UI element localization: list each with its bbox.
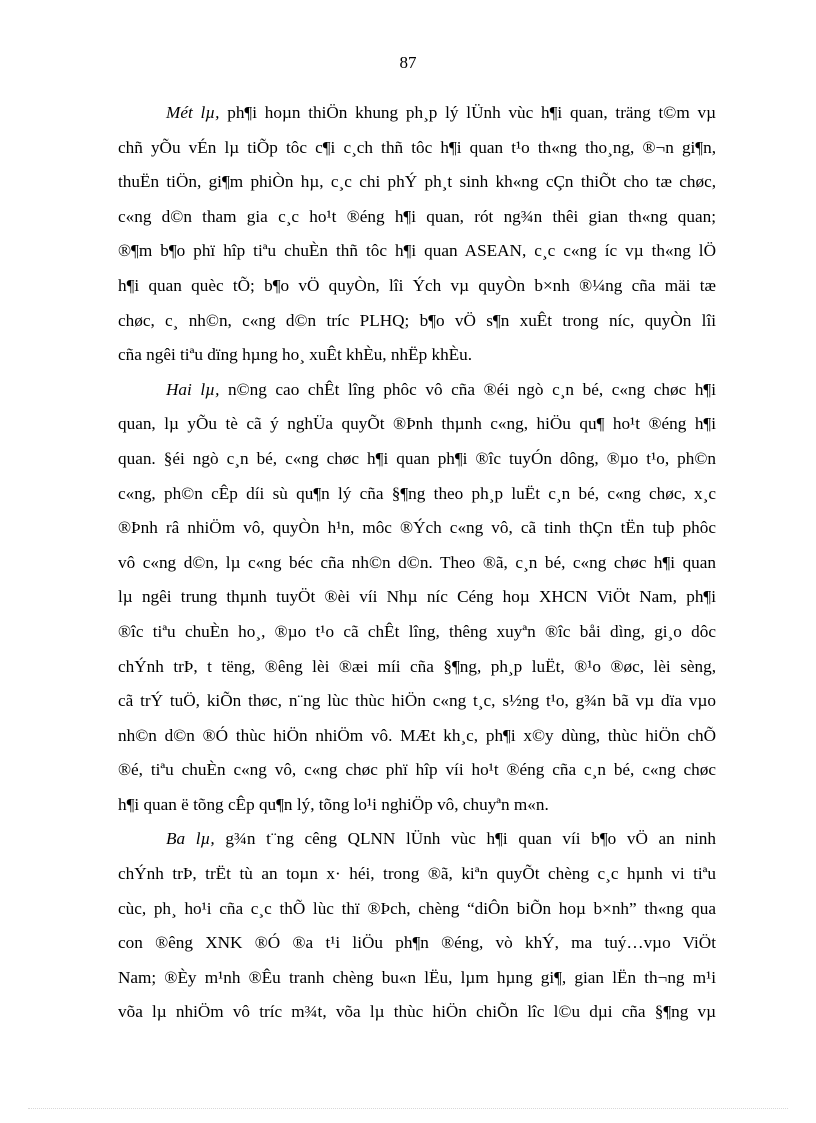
paragraph-2-lead: Hai lµ, xyxy=(166,379,220,399)
text-line: lµ ngêi trung thµnh tuyÖt ®èi víi Nhµ níc Céng hoµ XHCN ViÖt Nam, ph¶i xyxy=(118,587,716,607)
text-line: chÝnh trÞ, trËt tù an toµn x· héi, trong ®ã, kiªn quyÕt chèng c¸c hµnh vi tiªu xyxy=(118,864,716,884)
text-line: cã trÝ tuÖ, kiÕn thøc, n¨ng lùc thùc hiÖn c«ng t¸c, s½ng t¹o, g¾n bã vµ dïa vµo xyxy=(118,691,716,711)
text-line: ®îc tiªu chuÈn ho¸, ®µo t¹o cã chÊt lîng, thêng xuyªn ®îc båi dìng, gi¸o dôc xyxy=(118,621,716,641)
text-line: vô c«ng d©n, lµ c«ng béc cña nh©n d©n. Theo ®ã, c¸n bé, c«ng chøc h¶i quan xyxy=(118,552,716,572)
text-line: quan. §éi ngò c¸n bé, c«ng chøc h¶i quan ph¶i ®îc tuyÓn dông, ®µo t¹o, ph©n xyxy=(118,448,716,468)
text-line: chñ yÕu vÉn lµ tiÕp tôc c¶i c¸ch thñ tôc h¶i quan t¹o th«ng tho¸ng, ®¬n gi¶n, xyxy=(118,137,716,157)
text-line: cùc, ph¸ ho¹i cña c¸c thÕ lùc thï ®Þch, chèng “diÔn biÕn hoµ b×nh” th«ng qua xyxy=(118,898,716,918)
body-text xyxy=(118,96,716,1030)
text-line: n©ng cao chÊt lîng phôc vô cña ®éi ngò c¸n bé, c«ng chøc h¶i xyxy=(219,379,716,399)
text-line: quan, lµ yÕu tè cã ý nghÜa quyÕt ®Þnh thµnh c«ng, hiÖu qu¶ ho¹t ®éng h¶i xyxy=(118,414,716,434)
text-line: ph¶i hoµn thiÖn khung ph¸p lý lÜnh vùc h¶i quan, träng t©m vµ xyxy=(219,103,716,122)
text-line: cña ngêi tiªu dïng hµng ho¸ xuÊt khÈu, nhËp khÈu. xyxy=(118,345,473,365)
paragraph-1-lead: Mét lµ, xyxy=(166,103,220,122)
page-number: 87 xyxy=(399,53,417,72)
text-line: ®é, tiªu chuÈn c«ng vô, c«ng chøc phï hîp víi ho¹t ®éng cña c¸n bé, c«ng chøc xyxy=(118,760,716,780)
text-line: Nam; ®Èy m¹nh ®Êu tranh chèng bu«n lËu, lµm hµng gi¶, gian lËn th¬ng m¹i xyxy=(118,967,716,987)
text-line: g¾n t¨ng cêng QLNN lÜnh vùc h¶i quan víi b¶o vÖ an ninh xyxy=(214,829,716,849)
paragraph-3-line-1 xyxy=(118,822,716,857)
text-line: c«ng d©n tham gia c¸c ho¹t ®éng h¶i quan, rót ng¾n thêi gian th«ng quan; xyxy=(118,206,716,226)
text-line: h¶i quan quèc tÕ; b¶o vÖ quyÒn, lîi Ých vµ quyÒn b×nh ®¼ng cña mäi tæ xyxy=(118,275,716,295)
text-line: h¶i quan ë tõng cÊp qu¶n lý, tõng lo¹i nghiÖp vô, chuyªn m«n. xyxy=(118,794,549,814)
paragraph-2-line-1 xyxy=(118,373,716,408)
text-line: thuËn tiÖn, gi¶m phiÒn hµ, c¸c chi phÝ ph¸t sinh kh«ng cÇn thiÕt cho tæ chøc, xyxy=(118,172,716,192)
text-line: con ®êng XNK ®Ó ®a t¹i liÖu ph¶n ®éng, vò khÝ, ma tuý…vµo ViÖt xyxy=(118,933,716,953)
text-line: chøc, c¸ nh©n, c«ng d©n tríc PLHQ; b¶o vÖ s¶n xuÊt trong níc, quyÒn lîi xyxy=(118,310,716,330)
text-line: võa lµ nhiÖm vô tríc m¾t, võa lµ thùc hiÖn chiÕn lîc l©u dµi cña §¶ng vµ xyxy=(118,1002,716,1022)
paragraph-3-lead: Ba lµ, xyxy=(166,829,215,849)
text-line: ®¶m b¶o phï hîp tiªu chuÈn thñ tôc h¶i quan ASEAN, c¸c c«ng íc vµ th«ng lÖ xyxy=(118,241,716,261)
text-line: c«ng, ph©n cÊp díi sù qu¶n lý cña §¶ng theo ph¸p luËt c¸n bé, c«ng chøc, x¸c xyxy=(118,483,716,503)
page-bottom-divider xyxy=(28,1108,788,1109)
text-line: chÝnh trÞ, t tëng, ®êng lèi ®æi míi cña §¶ng, ph¸p luËt, ®¹o ®øc, lèi sèng, xyxy=(118,656,716,676)
text-line: ®Þnh râ nhiÖm vô, quyÒn h¹n, môc ®Ých c«ng vô, cã tinh thÇn tËn tuþ phôc xyxy=(118,518,716,538)
paragraph-1-line-1 xyxy=(118,96,716,131)
text-line: nh©n d©n ®Ó thùc hiÖn nhiÖm vô. MÆt kh¸c, ph¶i x©y dùng, thùc hiÖn chÕ xyxy=(118,725,716,745)
